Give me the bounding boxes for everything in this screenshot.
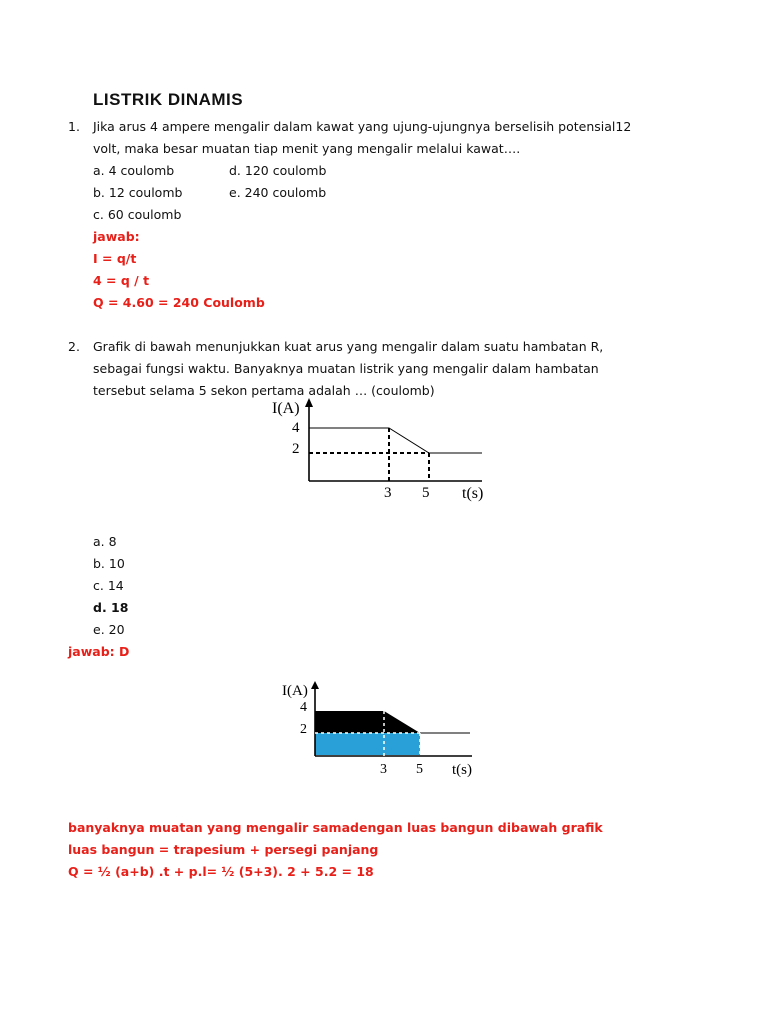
current-time-graph (262, 396, 502, 508)
graph2-xtick-5: 5 (416, 762, 423, 777)
q1-option-b: b. 12 coulomb (93, 185, 183, 200)
q1-option-c: c. 60 coulomb (93, 207, 182, 222)
graph1-y-label: I(A) (272, 400, 300, 417)
q2-explanation-2: luas bangun = trapesium + persegi panjang (68, 842, 379, 857)
graph1-xtick-5: 5 (422, 485, 430, 501)
q1-text-line1: Jika arus 4 ampere mengalir dalam kawat yang ujung-ujungnya berselisih potensial12 (93, 119, 632, 134)
graph1-ytick-4: 4 (292, 420, 300, 436)
graph1-x-label: t(s) (462, 485, 484, 502)
q1-option-e: e. 240 coulomb (229, 185, 327, 200)
graph2-trapezoid-area (315, 711, 420, 733)
q2-explanation-3: Q = ½ (a+b) .t + p.l= ½ (5+3). 2 + 5.2 = 18 (68, 864, 374, 879)
q1-step-2: 4 = q / t (93, 273, 150, 288)
graph1-ytick-2: 2 (292, 441, 300, 457)
q1-step-3: Q = 4.60 = 240 Coulomb (93, 295, 265, 310)
q1-text-line2: volt, maka besar muatan tiap menit yang mengalir melalui kawat…. (93, 141, 521, 156)
q2-option-d: d. 18 (93, 600, 129, 615)
q1-option-d: d. 120 coulomb (229, 163, 327, 178)
q2-text-line1: Grafik di bawah menunjukkan kuat arus yang mengalir dalam suatu hambatan R, (93, 339, 604, 354)
q2-option-e: e. 20 (93, 622, 125, 637)
graph2-y-label: I(A) (282, 683, 308, 699)
q2-option-c: c. 14 (93, 578, 124, 593)
graph2-y-arrow (311, 681, 319, 689)
q1-step-1: I = q/t (93, 251, 137, 266)
graph2-xtick-3: 3 (380, 762, 387, 777)
graph1-y-arrow (305, 398, 313, 407)
graph2-ytick-4: 4 (300, 700, 307, 715)
q2-text-line2: sebagai fungsi waktu. Banyaknya muatan listrik yang mengalir dalam hambatan (93, 361, 599, 376)
q1-number: 1. (68, 119, 80, 134)
page-title: LISTRIK DINAMIS (93, 90, 244, 109)
shaded-area-graph (272, 676, 486, 780)
q2-answer: jawab: D (68, 644, 130, 659)
q2-number: 2. (68, 339, 80, 354)
graph2-rectangle-area (315, 733, 420, 755)
graph1-xtick-3: 3 (384, 485, 392, 501)
q2-explanation-1: banyaknya muatan yang mengalir samadengan luas bangun dibawah grafik (68, 820, 603, 835)
q1-option-a: a. 4 coulomb (93, 163, 175, 178)
q2-text-line3: tersebut selama 5 sekon pertama adalah … (coulomb) (93, 383, 435, 398)
graph2-x-label: t(s) (452, 762, 472, 778)
q2-option-b: b. 10 (93, 556, 125, 571)
q1-answer-label: jawab: (93, 229, 140, 244)
graph1-current-line (309, 428, 482, 453)
graph2-ytick-2: 2 (300, 722, 307, 737)
q2-option-a: a. 8 (93, 534, 117, 549)
